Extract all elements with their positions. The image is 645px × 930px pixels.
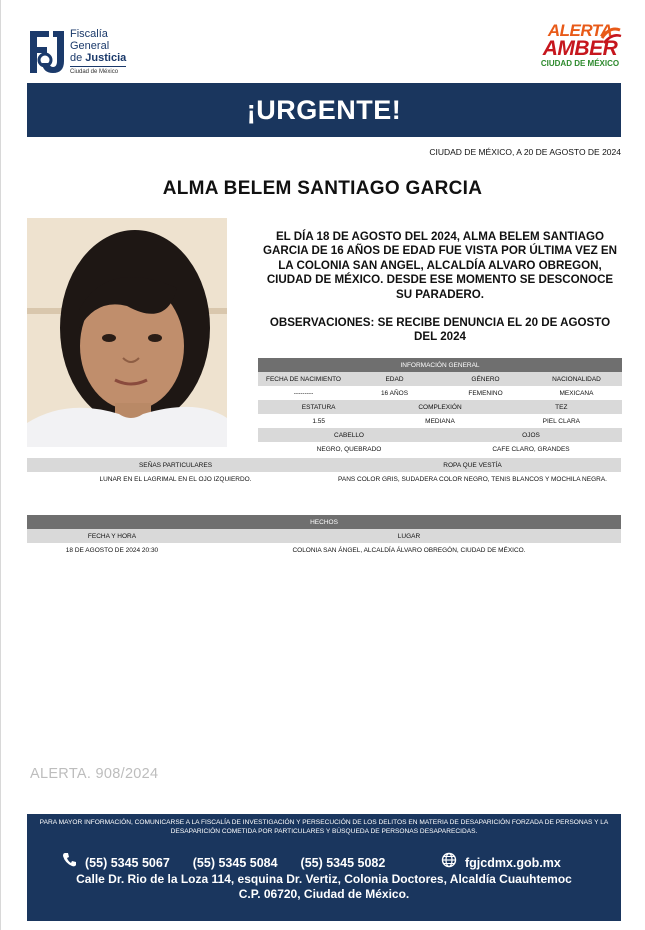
features-labels: SEÑAS PARTICULARES ROPA QUE VESTÍA: [27, 458, 621, 472]
observations-text: OBSERVACIONES: SE RECIBE DENUNCIA EL 20 DE AGOSTO DEL 2024: [269, 316, 611, 344]
globe-icon: [441, 852, 457, 868]
amber-line3: CIUDAD DE MÉXICO: [540, 59, 620, 68]
footer-phones: [85, 856, 385, 870]
facts-values: 18 DE AGOSTO DE 2024 20:30 COLONIA SAN ÁNGEL, ALCALDÍA ÁLVARO OBREGÓN, CIUDAD DE MÉXICO.: [65, 546, 526, 554]
logo-line2: General: [70, 40, 110, 52]
page-border: [0, 0, 1, 930]
features-values: LUNAR EN EL LAGRIMAL EN EL OJO IZQUIERDO. PANS COLOR GRIS, SUDADERA COLOR NEGRO, TENIS BLANCOS Y MOCHILA NEGRA.: [99, 475, 607, 483]
phone-3[interactable]: (55) 5345 5082: [300, 856, 386, 870]
address-line1: Calle Dr. Rio de la Loza 114, esquina Dr. Vertiz, Colonia Doctores, Alcaldía Cuauhtemoc: [76, 872, 572, 886]
description-text: EL DÍA 18 DE AGOSTO DEL 2024, ALMA BELEM SANTIAGO GARCIA DE 16 AÑOS DE EDAD FUE VISTA POR ÚLTIMA VEZ EN LA COLONIA SAN ANGEL, ALCALDÍA ALVARO OBREGON, CIUDAD DE MÉXICO. DESDE ESE MOMENTO SE DESCONOCE SU PARADERO.: [262, 230, 618, 301]
facts-labels: FECHA Y HORA LUGAR: [27, 529, 621, 543]
person-photo: [27, 218, 227, 447]
missing-person-name: ALMA BELEM SANTIAGO GARCIA: [162, 178, 483, 199]
fgj-emblem-icon: [27, 27, 67, 77]
logo-line3: de Justicia: [70, 52, 127, 64]
row2-labels: ESTATURA COMPLEXIÓN TEZ: [258, 400, 622, 414]
general-info-table: [258, 358, 622, 456]
alert-number: ALERTA. 908/2024: [30, 766, 159, 782]
logo-line4: Ciudad de México: [70, 69, 119, 75]
row2-values: 1.55 MEDIANA PIEL CLARA: [312, 417, 580, 425]
row3-labels: CABELLO OJOS: [258, 428, 622, 442]
general-info-title: INFORMACIÓN GENERAL: [258, 358, 622, 372]
facts-table: [27, 515, 621, 557]
phone-2[interactable]: (55) 5345 5084: [192, 856, 278, 870]
urgent-banner: ¡URGENTE!: [27, 83, 621, 137]
website-link[interactable]: fgjcdmx.gob.mx: [465, 856, 561, 870]
logo-line1: Fiscalía: [70, 28, 108, 40]
footer-address: [27, 872, 621, 902]
phone-1[interactable]: (55) 5345 5067: [85, 856, 170, 870]
amber-line1: ALERTA: [547, 21, 613, 40]
row3-values: NEGRO, QUEBRADO CAFE CLARO, GRANDES: [316, 445, 570, 453]
row1-labels: FECHA DE NACIMIENTO EDAD GÉNERO NACIONALIDAD: [258, 372, 622, 386]
row1-values: --------- 16 AÑOS FEMENINO MEXICANA: [293, 389, 594, 397]
address-line2: C.P. 06720, Ciudad de México.: [238, 887, 410, 901]
portrait-illustration: [27, 218, 227, 447]
facts-title: HECHOS: [27, 515, 621, 529]
footer-info: PARA MAYOR INFORMACIÓN, COMUNICARSE A LA FISCALÍA DE INVESTIGACIÓN Y PERSECUCIÓN DE LOS DELITOS EN MATERIA DE DESAPARICIÓN FORZADA DE PERSONAS Y LA DESAPARICIÓN COMETIDA POR PARTICULARES Y BÚSQUEDA DE PERSONAS DESAPARECIDAS.: [39, 819, 609, 835]
features-table: [27, 458, 621, 486]
fgj-logo-text: [70, 28, 126, 77]
contact-footer: [27, 814, 621, 921]
date-line: CIUDAD DE MÉXICO, A 20 DE AGOSTO DE 2024: [429, 147, 621, 157]
amber-swoosh-icon: [600, 24, 622, 46]
phone-icon: [62, 852, 78, 868]
amber-line2: AMBER: [542, 37, 618, 60]
